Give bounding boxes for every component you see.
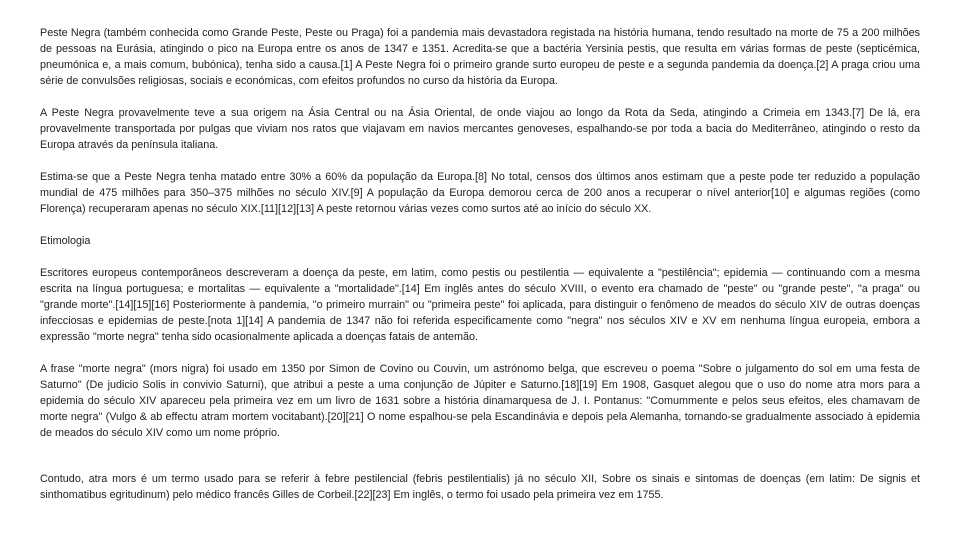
paragraph-intro-1: Peste Negra (também conhecida como Grande Peste, Peste ou Praga) foi a pandemia mais devastadora registada na história humana, tendo resultado na morte de 75 a 200 milhões de pessoas na Eurásia, atingindo o pico na Europa entre os anos de 1347 e 1351. Acredita-se que a bactéria Yersinia pestis, que resulta em várias formas de peste (septicémica, pneumónica e, a mais comum, bubónica), tenha sido a causa.[1] A Peste Negra foi o primeiro grande surto europeu de peste e a segunda pandemia da doença.[2] A praga criou uma série de convulsões religiosas, sociais e económicas, com efeitos profundos no curso da história da Europa.	[40, 27, 920, 87]
paragraph-intro-2: A Peste Negra provavelmente teve a sua origem na Ásia Central ou na Ásia Oriental, de onde viajou ao longo da Rota da Seda, atingindo a Crimeia em 1343.[7] De lá, era provavelmente transportada por pulgas que viviam nos ratos que viajavam em navios mercantes genoveses, espalhando-se por toda a bacia do Mediterrâneo, atingindo o resto da Europa através da península italiana.	[40, 107, 920, 151]
paragraph-intro-3: Estima-se que a Peste Negra tenha matado entre 30% a 60% da população da Europa.[8] No total, censos dos últimos anos estimam que a peste pode ter reduzido a população mundial de 475 milhões para 350–375 milhões no século XIV.[9] A população da Europa demorou cerca de 200 anos a recuperar o nível anterior[10] e algumas regiões (como Florença) recuperaram apenas no século XIX.[11][12][13] A peste retornou várias vezes como surtos até ao início do século XX.	[40, 171, 920, 215]
paragraph-etymology-1: Escritores europeus contemporâneos descreveram a doença da peste, em latim, como pestis ou pestilentia — equivalente a "pestilência"; epidemia — continuando com a mesma escrita na língua portuguesa; e mortalitas — equivalente a "mortalidade".[14] Em inglês antes do século XVIII, o evento era chamado de "peste" ou "grande peste", "a praga" ou "grande morte".[14][15][16] Posteriormente à pandemia, "o primeiro murrain" ou "primeira peste" foi aplicada, para distinguir o fenômeno de meados do século XIV de outras doenças infecciosas e epidemias de peste.[nota 1][14] A pandemia de 1347 não foi referida especificamente como "negra" nos séculos XIV e XV em nenhuma língua europeia, embora a expressão "morte negra" tenha sido ocasionalmente aplicada a doenças fatais de antemão.	[40, 267, 920, 343]
paragraph-etymology-3: Contudo, atra mors é um termo usado para se referir à febre pestilencial (febris pestilentialis) já no século XII, Sobre os sinais e sintomas de doenças (em latim: De signis et sinthomatibus egritudinum) pelo médico francês Gilles de Corbeil.[22][23] Em inglês, o termo foi usado pela primeira vez em 1755.	[40, 473, 920, 501]
section-heading-etimologia: Etimologia	[40, 235, 91, 247]
paragraph-etymology-2: A frase "morte negra" (mors nigra) foi usado em 1350 por Simon de Covino ou Couvin, um astrónomo belga, que escreveu o poema "Sobre o julgamento do sol em uma festa de Saturno" (De judicio Solis in convivio Saturni), que atribui a peste a uma conjunção de Júpiter e Saturno.[18][19] Em 1908, Gasquet alegou que o uso do nome atra mors para a epidemia do século XIV apareceu pela primeira vez em um livro de 1631 sobre a história dinamarquesa de J. I. Pontanus: "Comummente e pelos seus efeitos, eles chamavam de morte negra" (Vulgo & ab effectu atram mortem vocitabant).[20][21] O nome espalhou-se pela Escandinávia e depois pela Alemanha, tornando-se gradualmente associado à epidemia de meados do século XIV como um nome próprio.	[40, 363, 920, 439]
